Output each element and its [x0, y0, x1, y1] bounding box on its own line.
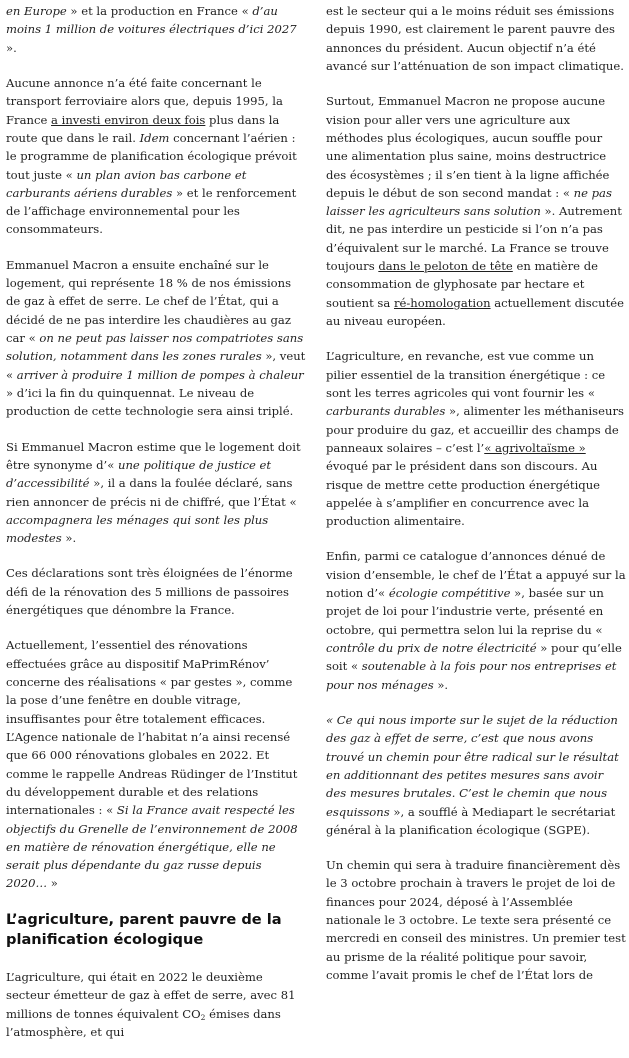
paragraph-renovation-challenge: Ces déclarations sont très éloignées de l’énorme défi de la rénovation des 5 millions de passoires énergétiques que dénombre la France.: [6, 566, 293, 618]
link-peloton[interactable]: dans le peloton de tête: [378, 259, 513, 274]
link-agrivoltaisme[interactable]: « agrivoltaïsme »: [484, 440, 586, 455]
link-re-homologation[interactable]: ré-homologation: [393, 295, 491, 310]
left-column: [6, 2, 306, 1058]
paragraph-sgpe-quote: « Ce qui nous importe sur le sujet de la réduction des gaz à effet de serre, c’est que nous avons trouvé un chemin pour être radical sur le résultat en additionnant des petites mesures sans avoir des mesures brutales. C’est le chemin que nous esquissons », a soufflé à Mediapart le secrétariat général à la planification écologique (SGPE).: [326, 712, 619, 837]
paragraph-transport: Aucune annonce n’a été faite concernant le transport ferroviaire alors que, depuis 1995, la France a investi environ deux fois plus dans la route que dans le rail. Idem concernant l’aérien : le programme de planification écologique prévoit tout juste « un plan avion bas carbone et carburants aériens durables » et le renforcement de l’affichage environnemental pour les consommateurs.: [6, 75, 297, 237]
paragraph-agriculture-sector: est le secteur qui a le moins réduit ses émissions depuis 1990, est clairement le parent pauvre des annonces du président. Aucun objectif n’a été avancé sur l’atténuation de son impact climatique.: [326, 4, 624, 73]
paragraph-competitive-ecology: Enfin, parmi ce catalogue d’annonces dénué de vision d’ensemble, le chef de l’État a appuyé sur la notion d’« écologie compétitive », basée sur un projet de loi pour l’industrie verte, présenté en octobre, qui permettra selon lui la reprise du « contrôle du prix de notre électricité » pour qu’elle soit « soutenable à la fois pour nos entreprises et pour nos ménages ».: [326, 549, 626, 692]
paragraph-ev-europe: en Europe » et la production en France « d’au moins 1 million de voitures électriques d’ici 2027 ».: [6, 4, 297, 55]
paragraph-justice: Si Emmanuel Macron estime que le logement doit être synonyme d’« une politique de justice et d’accessibilité », il a dans la foulée déclaré, sans rien annoncer de précis ni de chiffré, que l’État « accompagnera les ménages qui sont les plus modestes ».: [6, 439, 301, 546]
section-heading: L’agriculture, parent pauvre de la planification écologique: [6, 910, 282, 948]
paragraph-maprimrenov: Actuellement, l’essentiel des rénovations effectuées grâce au dispositif MaPrimRénov’ concerne des réalisations « par gestes », comme la pose d’une fenêtre en double vitrage, insuffisantes pour être totalement efficaces. L’Agence nationale de l’habitat n’a ainsi recensé que 66 000 rénovations globales en 2022. Et comme le rappelle Andreas Rüdinger de l’Institut du développement durable et des relations internationales : « Si la France avait respecté les objectifs du Grenelle de l’environnement de 2008 en matière de rénovation énergétique, elle ne serait plus dépendante du gaz russe depuis 2020… »: [6, 638, 298, 891]
paragraph-agriculture-vision: Surtout, Emmanuel Macron ne propose aucune vision pour aller vers une agriculture aux méthodes plus écologiques, aucun souffle pour une alimentation plus saine, moins destructrice des écosystèmes ; il s’en tient à la ligne affichée depuis le début de son second mandat : « ne pas laisser les agriculteurs sans solution ». Autrement dit, ne pas interdire un pesticide si l’on n’a pas d’équivalent sur le marché. La France se trouve toujours dans le peloton de tête en matière de consommation de glyphosate par hectare et soutient sa ré-homologation actuellement discutée au niveau européen.: [326, 94, 625, 328]
paragraph-housing: Emmanuel Macron a ensuite enchaîné sur le logement, qui représente 18 % de nos émissions de gaz à effet de serre. Le chef de l’État, qui a décidé de ne pas interdire les chaudières au gaz car « on ne peut pas laisser nos compatriotes sans solution, notamment dans les zones rurales », veut « arriver à produire 1 million de pompes à chaleur » d’ici la fin du quinquennat. Le niveau de production de cette technologie sera ainsi triplé.: [6, 257, 306, 419]
right-column: [326, 2, 626, 1001]
paragraph-finance-bill: Un chemin qui sera à traduire financièrement dès le 3 octobre prochain à travers le projet de loi de finances pour 2024, déposé à l’Assemblée nationale le 3 octobre. Le texte sera présenté ce mercredi en conseil des ministres. Un premier test au prisme de la réalité politique pour savoir, comme l’avait promis le chef de l’État lors de: [326, 858, 626, 982]
link-road-investment[interactable]: a investi environ deux fois: [51, 112, 206, 127]
paragraph-agriculture-emissions: L’agriculture, qui était en 2022 le deuxième secteur émetteur de gaz à effet de serre, avec 81 millions de tonnes équivalent $CO_2$ émises dans l’atmosphère, et qui: [6, 970, 296, 1039]
paragraph-energy-transition: L’agriculture, en revanche, est vue comme un pilier essentiel de la transition énergétique : ce sont les terres agricoles qui vont fournir les « carburants durables », alimenter les méthaniseurs pour produire du gaz, et accueillir des champs de panneaux solaires – c’est l’« agrivoltaïsme » évoqué par le président dans son discours. Au risque de mettre cette production énergétique appelée à s’amplifier en concurrence avec la production alimentaire.: [326, 349, 624, 529]
